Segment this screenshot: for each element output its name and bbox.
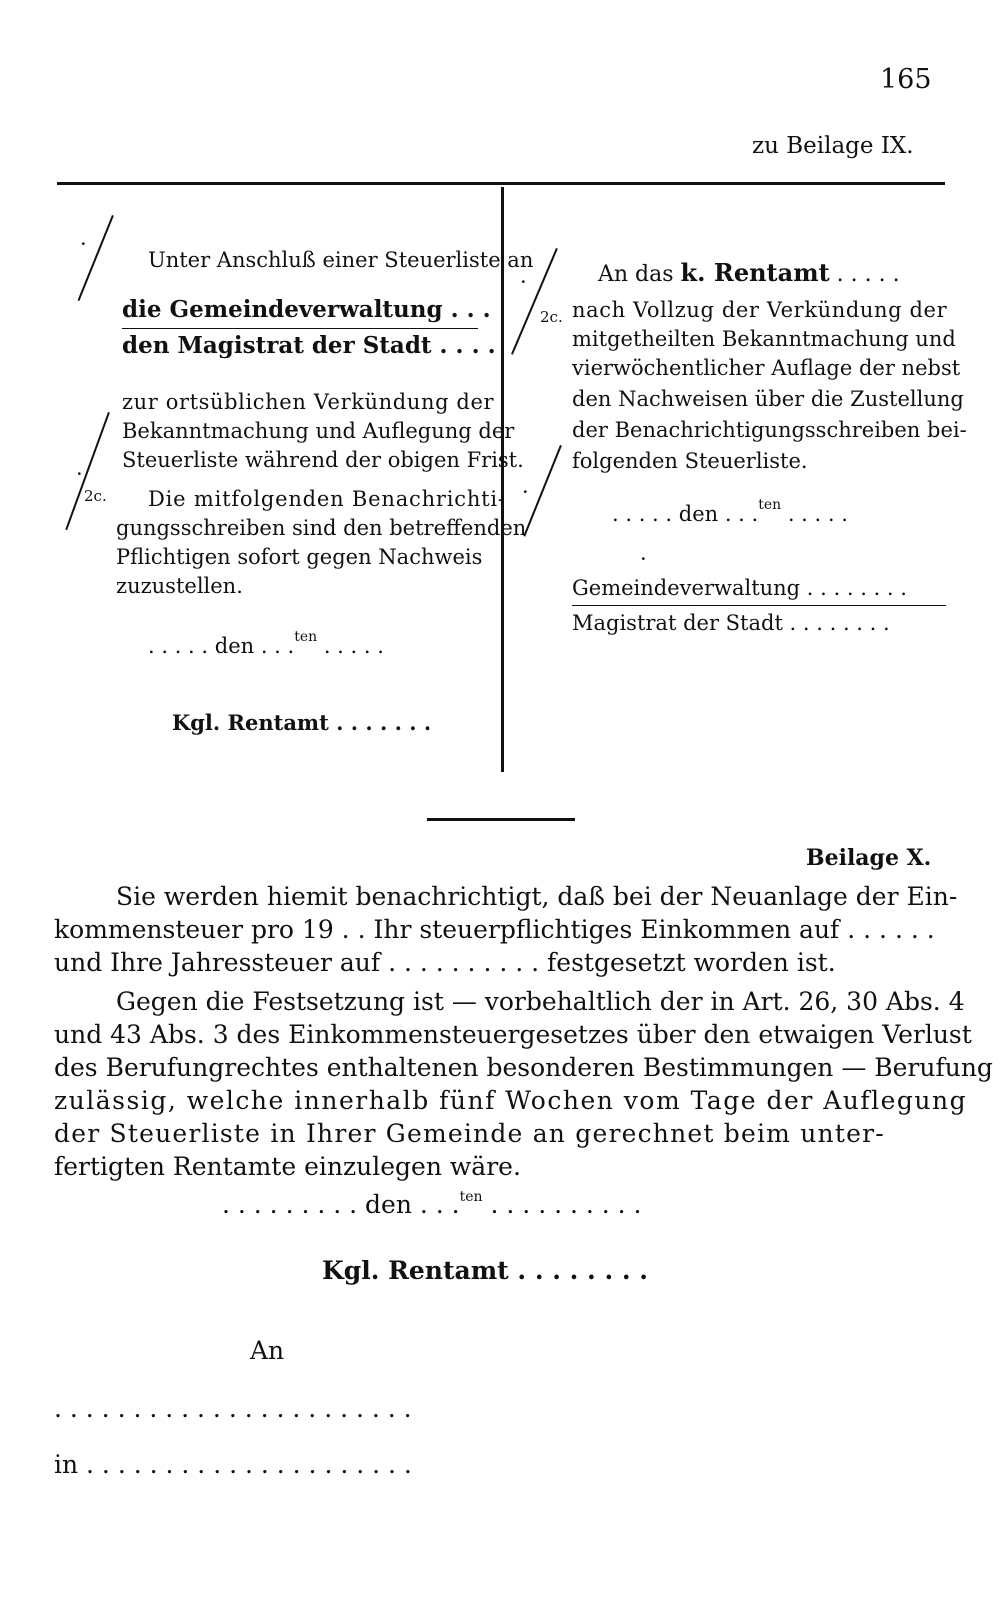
date-tail: . . . . . <box>317 634 384 658</box>
left-body-line: gungsschreiben sind den betreffenden <box>116 516 527 540</box>
paragraph-line: des Berufungrechtes enthaltenen besonderen Bestimmungen — Berufung <box>54 1053 993 1082</box>
date-tail: . . . . . . . . . . <box>482 1190 642 1219</box>
left-body-line: Pflichtigen sofort gegen Nachweis <box>116 545 483 569</box>
left-body-line: Bekanntmachung und Auflegung der <box>122 419 515 443</box>
paragraph-line: der Steuerliste in Ihrer Gemeinde an gerechnet beim unter- <box>54 1119 885 1148</box>
recipient-place: in . . . . . . . . . . . . . . . . . . . . . <box>54 1450 412 1479</box>
supplement-reference: zu Beilage IX. <box>752 133 914 159</box>
etc-mark: 2c. <box>540 308 563 326</box>
sender-municipality: Gemeindeverwaltung . . . . . . . . <box>572 576 907 600</box>
date-superscript: ten <box>758 497 782 513</box>
recipient-dots: . . . . . . . . . . . . . . . . . . . . . . . <box>54 1394 412 1423</box>
right-body-line: mitgetheilten Bekanntmachung und <box>572 327 956 351</box>
heading-rentamt: k. Rentamt <box>680 258 830 287</box>
left-body-line: Die mitfolgenden Benachrichti- <box>148 487 506 511</box>
addressee-magistrate: den Magistrat der Stadt . . . . <box>122 332 496 359</box>
right-body-line: vierwöchentlicher Auflage der nebst <box>572 356 961 380</box>
heading-tail: . . . . . <box>829 262 900 287</box>
strike-mark <box>523 445 562 537</box>
addressee-municipality: die Gemeindeverwaltung . . . <box>122 296 491 323</box>
etc-mark: 2c. <box>84 487 107 505</box>
paragraph-line: Gegen die Festsetzung ist — vorbehaltlich der in Art. 26, 30 Abs. 4 <box>116 987 965 1016</box>
left-body-line: zur ortsüblichen Verkündung der <box>122 390 495 414</box>
left-date-line <box>148 629 384 664</box>
date-dots: . . . . . den . . . <box>612 502 759 526</box>
paragraph-line: zulässig, welche innerhalb fünf Wochen vom Tage der Auflegung <box>54 1086 968 1115</box>
ditto-mark: · <box>76 462 83 486</box>
recipient-label: An <box>250 1336 285 1365</box>
paragraph-line: und 43 Abs. 3 des Einkommensteuergesetzes über den etwaigen Verlust <box>54 1020 972 1049</box>
paragraph-line: und Ihre Jahressteuer auf . . . . . . . . . . festgesetzt worden ist. <box>54 948 836 977</box>
left-signature: Kgl. Rentamt . . . . . . . <box>172 710 432 735</box>
left-body-line: Steuerliste während der obigen Frist. <box>122 448 524 472</box>
ditto-mark: · <box>522 480 529 504</box>
ditto-mark: · <box>520 270 527 294</box>
date-superscript: ten <box>294 629 318 645</box>
right-date-line <box>612 497 848 532</box>
right-body-line: folgenden Steuerliste. <box>572 449 808 473</box>
beilage-x-title: Beilage X. <box>806 845 932 871</box>
right-body-line: den Nachweisen über die Zustellung <box>572 387 964 411</box>
heading-prefix: An das <box>598 262 681 287</box>
sender-magistrate: Magistrat der Stadt . . . . . . . . <box>572 611 890 635</box>
top-rule <box>57 182 945 185</box>
beilage-date-line <box>222 1188 642 1226</box>
ditto-mark: · <box>80 232 87 256</box>
date-tail: . . . . . <box>781 502 848 526</box>
paragraph-line: kommensteuer pro 19 . . Ihr steuerpflichtiges Einkommen auf . . . . . . <box>54 915 935 944</box>
paragraph-line: Sie werden hiemit benachrichtigt, daß bei der Neuanlage der Ein- <box>116 882 958 911</box>
date-dots: . . . . . . . . . den . . . <box>222 1190 460 1219</box>
right-body-line: der Benachrichtigungsschreiben bei- <box>572 418 967 442</box>
left-intro: Unter Anschluß einer Steuerliste an <box>148 248 534 272</box>
paragraph-line: fertigten Rentamte einzulegen wäre. <box>54 1152 521 1181</box>
date-superscript: ten <box>459 1189 483 1205</box>
right-body-line: nach Vollzug der Verkündung der <box>572 298 948 322</box>
sender-underline <box>572 605 946 606</box>
strike-mark <box>65 412 110 530</box>
right-heading <box>598 258 900 289</box>
beilage-signature: Kgl. Rentamt . . . . . . . . <box>322 1256 648 1285</box>
section-rule <box>427 818 575 821</box>
ditto-mark: · <box>640 547 647 571</box>
addressee-underline <box>122 328 478 329</box>
left-body-line: zuzustellen. <box>116 574 243 598</box>
date-dots: . . . . . den . . . <box>148 634 295 658</box>
page-number: 165 <box>880 64 932 95</box>
